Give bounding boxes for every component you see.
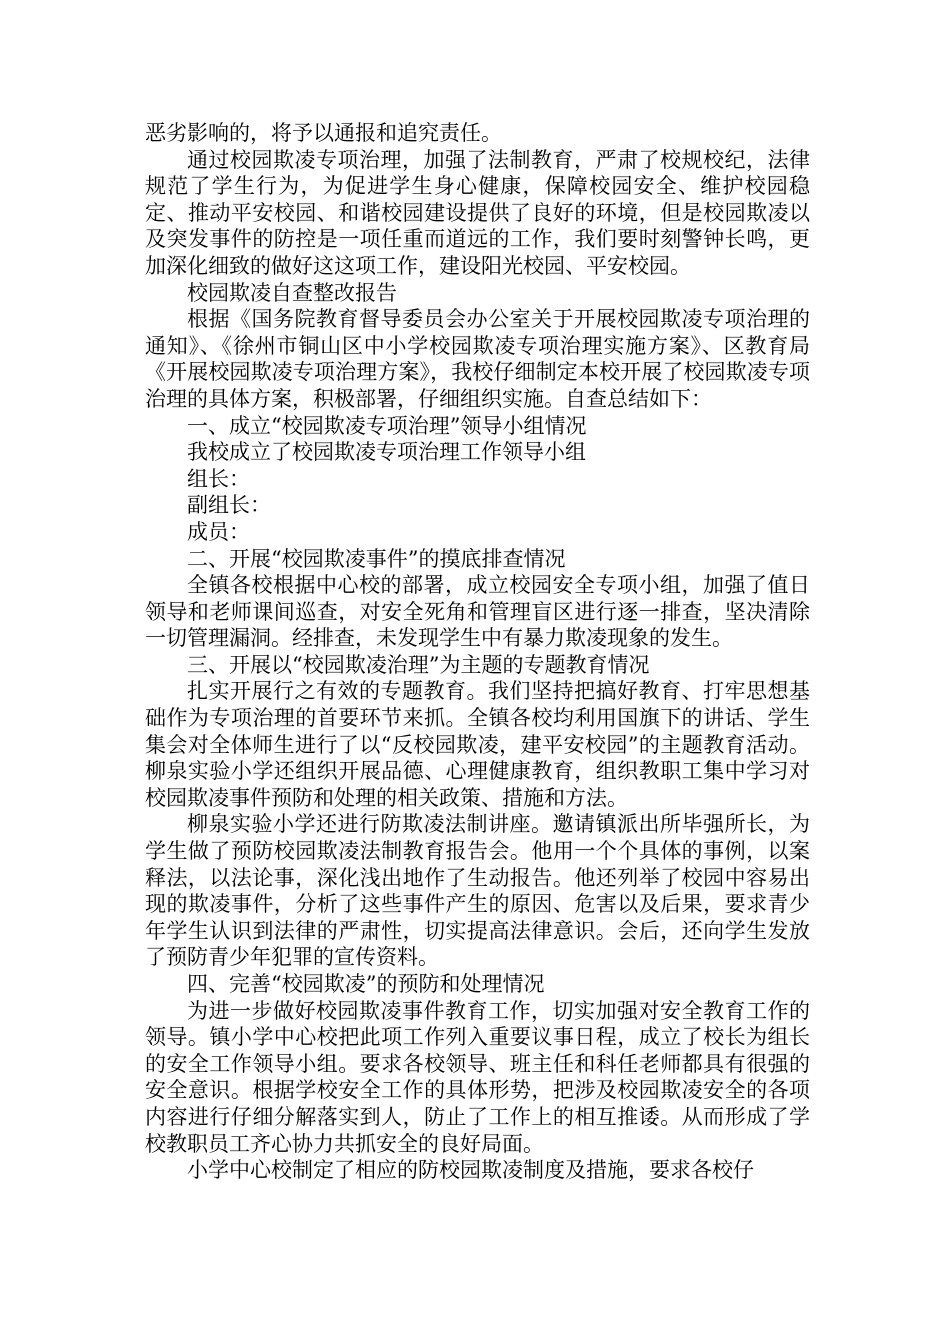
- paragraph: 恶劣影响的，将予以通报和追究责任。: [145, 121, 502, 145]
- paragraph: 成员：: [187, 519, 250, 544]
- paragraph: 全镇各校根据中心校的部署，成立校园安全专项小组，加强了值日领导和老师课间巡查，对安全死角和管理盲区进行逐一排查，坚决清除一切管理漏洞。经排查，未发现学生中有暴力欺凌现象的发生。: [145, 573, 810, 651]
- paragraph: 柳泉实验小学还进行防欺凌法制讲座。邀请镇派出所毕强所长，为学生做了预防校园欺凌法制教育报告会。他用一个个具体的事例，以案释法，以法论事，深化浅出地作了生动报告。他还列举了校园中容易出现的欺凌事件，分析了这些事件产生的原因、危害以及后果，要求青少年学生认识到法律的严肃性，切实提高法律意识。会后，还向学生发放了预防青少年犯罪的宣传资料。: [145, 812, 810, 970]
- paragraph: 一、成立“校园欺凌专项治理”领导小组情况: [187, 413, 587, 438]
- paragraph: 根据《国务院教育督导委员会办公室关于开展校园欺凌专项治理的通知》、《徐州市铜山区中小学校园欺凌专项治理实施方案》、区教育局《开展校园欺凌专项治理方案》，我校仔细制定本校开展了校园欺凌专项治理的具体方案，积极部署，仔细组织实施。自查总结如下：: [145, 307, 810, 411]
- document-page: [145, 120, 810, 1184]
- paragraph: 扎实开展行之有效的专题教育。我们坚持把搞好教育、打牢思想基础作为专项治理的首要环节来抓。全镇各校均利用国旗下的讲话、学生集会对全体师生进行了以“反校园欺凌，建平安校园”的主题教育活动。柳泉实验小学还组织开展品德、心理健康教育，组织教职工集中学习对校园欺凌事件预防和处理的相关政策、措施和方法。: [145, 679, 810, 810]
- paragraph: 二、开展“校园欺凌事件”的摸底排查情况: [187, 546, 566, 571]
- paragraph: 为进一步做好校园欺凌事件教育工作，切实加强对安全教育工作的领导。镇小学中心校把此项工作列入重要议事日程，成立了校长为组长的安全工作领导小组。要求各校领导、班主任和科任老师都具有很强的安全意识。根据学校安全工作的具体形势，把涉及校园欺凌安全的各项内容进行仔细分解落实到人，防止了工作上的相互推诿。从而形成了学校教职员工齐心协力共抓安全的良好局面。: [145, 998, 810, 1156]
- paragraph: 组长：: [187, 466, 250, 491]
- paragraph: 通过校园欺凌专项治理，加强了法制教育，严肃了校规校纪，法律规范了学生行为，为促进学生身心健康，保障校园安全、维护校园稳定、推动平安校园、和谐校园建设提供了良好的环境，但是校园欺凌以及突发事件的防控是一项任重而道远的工作，我们要时刻警钟长鸣，更加深化细致的做好这这项工作，建设阳光校园、平安校园。: [145, 147, 810, 278]
- paragraph: 副组长：: [187, 493, 271, 518]
- paragraph: 我校成立了校园欺凌专项治理工作领导小组: [187, 440, 586, 465]
- paragraph: 三、开展以“校园欺凌治理”为主题的专题教育情况: [187, 652, 650, 677]
- paragraph: 小学中心校制定了相应的防校园欺凌制度及措施，要求各校仔: [187, 1158, 754, 1183]
- paragraph: 校园欺凌自查整改报告: [187, 280, 397, 305]
- paragraph: 四、完善“校园欺凌”的预防和处理情况: [187, 972, 545, 996]
